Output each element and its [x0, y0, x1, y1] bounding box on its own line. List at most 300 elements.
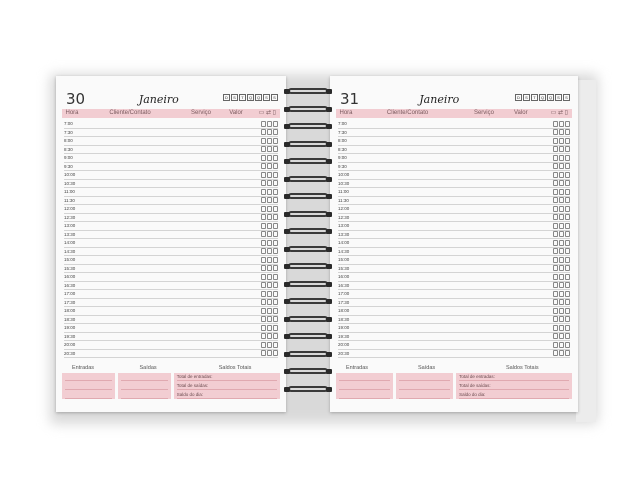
payment-checkbox[interactable] — [553, 299, 558, 305]
payment-checkbox[interactable] — [553, 257, 558, 263]
ring-wire — [288, 316, 328, 322]
schedule-row[interactable] — [64, 120, 278, 129]
weekday-box[interactable]: T — [531, 94, 538, 101]
payment-checkboxes — [261, 121, 278, 127]
payment-checkbox[interactable] — [261, 282, 266, 288]
payment-checkbox[interactable] — [559, 163, 564, 169]
payment-checkbox[interactable] — [553, 308, 558, 314]
payment-checkbox[interactable] — [267, 206, 272, 212]
schedule-row[interactable] — [64, 146, 278, 155]
payment-checkbox[interactable] — [273, 282, 278, 288]
payment-checkbox[interactable] — [553, 231, 558, 237]
ring-wire — [288, 263, 328, 269]
schedule-row[interactable] — [338, 222, 570, 231]
entrada-line[interactable] — [339, 382, 390, 390]
weekday-box[interactable]: D — [223, 94, 230, 101]
payment-checkbox[interactable] — [553, 197, 558, 203]
schedule-row[interactable] — [64, 282, 278, 291]
payment-checkbox[interactable] — [559, 146, 564, 152]
time-label: 8:00 — [338, 138, 347, 144]
payment-checkbox[interactable] — [267, 265, 272, 271]
column-header-valor: Valor — [511, 109, 531, 118]
payment-checkbox[interactable] — [553, 146, 558, 152]
payment-checkbox[interactable] — [267, 146, 272, 152]
payment-checkbox[interactable] — [565, 248, 570, 254]
schedule-row[interactable] — [338, 120, 570, 129]
entrada-line[interactable] — [65, 373, 112, 381]
payment-checkboxes — [553, 206, 570, 212]
schedule-row[interactable] — [338, 265, 570, 274]
payment-checkboxes — [261, 308, 278, 314]
weekday-box[interactable]: S — [523, 94, 530, 101]
payment-icons: ▭ ⇄ ▯ — [550, 110, 568, 116]
payment-checkbox[interactable] — [273, 206, 278, 212]
payment-checkbox[interactable] — [261, 350, 266, 356]
schedule-row[interactable] — [64, 188, 278, 197]
payment-checkbox[interactable] — [553, 342, 558, 348]
schedule-row[interactable] — [338, 307, 570, 316]
payment-checkbox[interactable] — [559, 316, 564, 322]
schedule-row[interactable] — [338, 205, 570, 214]
payment-checkboxes — [553, 350, 570, 356]
payment-checkbox[interactable] — [267, 350, 272, 356]
schedule-row[interactable] — [338, 273, 570, 282]
schedule-row[interactable] — [64, 222, 278, 231]
payment-checkbox[interactable] — [261, 248, 266, 254]
payment-checkbox[interactable] — [261, 231, 266, 237]
weekday-box[interactable]: Q — [540, 95, 545, 100]
schedule-row[interactable] — [64, 316, 278, 325]
payment-checkbox[interactable] — [553, 316, 558, 322]
payment-checkbox[interactable] — [553, 214, 558, 220]
spiral-ring — [284, 176, 332, 184]
payment-checkbox[interactable] — [559, 197, 564, 203]
payment-checkbox[interactable] — [273, 180, 278, 186]
saida-line[interactable] — [399, 373, 450, 381]
payment-checkbox[interactable] — [553, 291, 558, 297]
schedule-row[interactable] — [338, 180, 570, 189]
schedule-row[interactable] — [338, 316, 570, 325]
payment-checkbox[interactable] — [267, 121, 272, 127]
payment-checkbox[interactable] — [565, 350, 570, 356]
payment-checkbox[interactable] — [559, 282, 564, 288]
payment-checkbox[interactable] — [261, 206, 266, 212]
weekday-box[interactable]: S — [563, 94, 570, 101]
schedule-row[interactable] — [64, 350, 278, 359]
payment-checkbox[interactable] — [261, 138, 266, 144]
payment-checkbox[interactable] — [267, 291, 272, 297]
payment-checkbox[interactable] — [559, 223, 564, 229]
punch-hole — [284, 177, 290, 182]
payment-checkbox[interactable] — [553, 248, 558, 254]
payment-checkbox[interactable] — [565, 172, 570, 178]
entradas-column[interactable] — [336, 373, 393, 399]
payment-checkbox[interactable] — [553, 172, 558, 178]
payment-checkbox[interactable] — [565, 223, 570, 229]
payment-checkbox[interactable] — [261, 214, 266, 220]
schedule-row[interactable] — [64, 273, 278, 282]
payment-checkbox[interactable] — [261, 308, 266, 314]
payment-checkbox[interactable] — [273, 197, 278, 203]
payment-checkbox[interactable] — [261, 274, 266, 280]
saidas-column[interactable] — [396, 373, 453, 399]
payment-checkbox[interactable] — [273, 342, 278, 348]
payment-checkboxes — [553, 189, 570, 195]
payment-checkbox[interactable] — [553, 189, 558, 195]
payment-checkbox[interactable] — [273, 121, 278, 127]
weekday-box[interactable]: Q — [248, 95, 253, 100]
payment-checkbox[interactable] — [553, 121, 558, 127]
payment-checkbox[interactable] — [559, 206, 564, 212]
payment-checkbox[interactable] — [261, 172, 266, 178]
payment-checkbox[interactable] — [565, 121, 570, 127]
schedule-row[interactable] — [338, 154, 570, 163]
payment-checkbox[interactable] — [559, 342, 564, 348]
time-label: 14:30 — [338, 248, 350, 254]
schedule-row[interactable] — [64, 265, 278, 274]
payment-checkbox[interactable] — [267, 223, 272, 229]
payment-checkbox[interactable] — [267, 138, 272, 144]
punch-hole — [284, 334, 290, 339]
summary-header — [62, 364, 280, 373]
schedule-row[interactable] — [64, 333, 278, 342]
payment-checkbox[interactable] — [553, 163, 558, 169]
payment-checkboxes — [553, 223, 570, 229]
payment-checkbox[interactable] — [273, 240, 278, 246]
schedule-row[interactable] — [338, 290, 570, 299]
schedule-row[interactable] — [338, 239, 570, 248]
payment-checkbox[interactable] — [565, 265, 570, 271]
schedule-row[interactable] — [338, 282, 570, 291]
saldos-totais-label: Saldos Totais — [218, 365, 252, 371]
payment-checkbox[interactable] — [273, 248, 278, 254]
payment-checkbox[interactable] — [559, 265, 564, 271]
ring-wire — [288, 368, 328, 374]
payment-checkbox[interactable] — [553, 333, 558, 339]
payment-checkbox[interactable] — [559, 333, 564, 339]
schedule-row[interactable] — [338, 214, 570, 223]
payment-checkbox[interactable] — [261, 180, 266, 186]
schedule-row[interactable] — [64, 171, 278, 180]
payment-checkbox[interactable] — [559, 214, 564, 220]
weekday-box[interactable]: T — [239, 94, 246, 101]
weekday-box[interactable]: S — [263, 94, 270, 101]
schedule-row[interactable] — [64, 163, 278, 172]
payment-checkbox[interactable] — [553, 180, 558, 186]
payment-checkbox[interactable] — [267, 325, 272, 331]
payment-checkbox[interactable] — [553, 325, 558, 331]
schedule-row[interactable] — [338, 171, 570, 180]
payment-checkbox[interactable] — [261, 189, 266, 195]
schedule-row[interactable] — [338, 256, 570, 265]
payment-checkbox[interactable] — [565, 342, 570, 348]
spiral-ring — [284, 228, 332, 236]
daily-summary — [62, 364, 280, 404]
entrada-line[interactable] — [65, 391, 112, 399]
right-page — [330, 76, 578, 412]
payment-checkbox[interactable] — [267, 231, 272, 237]
payment-checkbox[interactable] — [273, 146, 278, 152]
payment-checkbox[interactable] — [565, 291, 570, 297]
payment-checkbox[interactable] — [559, 155, 564, 161]
payment-checkboxes — [553, 138, 570, 144]
saida-line[interactable] — [399, 382, 450, 390]
schedule-row[interactable] — [64, 214, 278, 223]
payment-checkbox[interactable] — [553, 129, 558, 135]
schedule-row[interactable] — [338, 350, 570, 359]
table-header — [62, 109, 280, 118]
punch-hole — [284, 194, 290, 199]
payment-checkbox[interactable] — [273, 265, 278, 271]
payment-checkbox[interactable] — [267, 282, 272, 288]
punch-hole — [284, 387, 290, 392]
weekday-box[interactable]: D — [515, 94, 522, 101]
day-number: 30 — [66, 90, 86, 108]
payment-checkbox[interactable] — [565, 189, 570, 195]
payment-checkbox[interactable] — [559, 274, 564, 280]
schedule-row[interactable] — [64, 256, 278, 265]
schedule-row[interactable] — [338, 299, 570, 308]
payment-checkbox[interactable] — [267, 172, 272, 178]
payment-checkbox[interactable] — [261, 146, 266, 152]
payment-checkbox[interactable] — [559, 240, 564, 246]
payment-checkbox[interactable] — [565, 180, 570, 186]
payment-checkbox[interactable] — [261, 155, 266, 161]
payment-checkbox[interactable] — [565, 240, 570, 246]
payment-checkbox[interactable] — [565, 146, 570, 152]
payment-checkbox[interactable] — [553, 274, 558, 280]
saida-line[interactable] — [121, 382, 168, 390]
punch-hole — [326, 229, 332, 234]
payment-checkbox[interactable] — [553, 240, 558, 246]
time-label: 20:00 — [338, 342, 350, 348]
payment-checkbox[interactable] — [267, 214, 272, 220]
time-rows — [64, 120, 278, 358]
payment-checkbox[interactable] — [267, 180, 272, 186]
weekday-box[interactable]: S — [271, 94, 278, 101]
schedule-row[interactable] — [64, 197, 278, 206]
payment-checkbox[interactable] — [565, 214, 570, 220]
schedule-row[interactable] — [338, 129, 570, 138]
schedule-row[interactable] — [64, 324, 278, 333]
saida-line[interactable] — [121, 391, 168, 399]
payment-checkbox[interactable] — [261, 163, 266, 169]
payment-checkbox[interactable] — [553, 223, 558, 229]
payment-checkbox[interactable] — [559, 257, 564, 263]
payment-checkbox[interactable] — [559, 299, 564, 305]
payment-checkbox[interactable] — [273, 291, 278, 297]
payment-checkbox[interactable] — [559, 129, 564, 135]
payment-checkbox[interactable] — [565, 163, 570, 169]
payment-checkbox[interactable] — [261, 129, 266, 135]
payment-checkbox[interactable] — [267, 163, 272, 169]
payment-checkbox[interactable] — [267, 197, 272, 203]
schedule-row[interactable] — [338, 248, 570, 257]
payment-checkbox[interactable] — [559, 325, 564, 331]
punch-hole — [284, 369, 290, 374]
payment-checkbox[interactable] — [559, 248, 564, 254]
payment-checkbox[interactable] — [273, 274, 278, 280]
payment-checkbox[interactable] — [273, 138, 278, 144]
payment-checkbox[interactable] — [559, 180, 564, 186]
schedule-row[interactable] — [338, 231, 570, 240]
payment-checkbox[interactable] — [559, 138, 564, 144]
payment-checkbox[interactable] — [267, 248, 272, 254]
summary-header — [336, 364, 572, 373]
spiral-ring — [284, 123, 332, 131]
payment-checkbox[interactable] — [565, 274, 570, 280]
payment-checkbox[interactable] — [273, 163, 278, 169]
weekday-box[interactable]: Q — [256, 95, 261, 100]
payment-checkbox[interactable] — [565, 206, 570, 212]
payment-checkbox[interactable] — [267, 308, 272, 314]
payment-checkbox[interactable] — [267, 342, 272, 348]
payment-checkbox[interactable] — [273, 316, 278, 322]
schedule-row[interactable] — [64, 154, 278, 163]
schedule-row[interactable] — [338, 341, 570, 350]
payment-checkbox[interactable] — [261, 257, 266, 263]
payment-checkbox[interactable] — [565, 282, 570, 288]
entrada-line[interactable] — [65, 382, 112, 390]
payment-checkbox[interactable] — [273, 189, 278, 195]
payment-checkbox[interactable] — [553, 350, 558, 356]
payment-checkbox[interactable] — [267, 333, 272, 339]
payment-checkbox[interactable] — [261, 121, 266, 127]
payment-checkbox[interactable] — [565, 155, 570, 161]
payment-checkbox[interactable] — [559, 308, 564, 314]
schedule-row[interactable] — [64, 129, 278, 138]
schedule-row[interactable] — [64, 341, 278, 350]
payment-checkboxes — [553, 265, 570, 271]
payment-checkbox[interactable] — [553, 155, 558, 161]
payment-checkbox[interactable] — [565, 325, 570, 331]
payment-checkbox[interactable] — [273, 257, 278, 263]
saidas-column[interactable] — [118, 373, 171, 399]
payment-checkbox[interactable] — [553, 138, 558, 144]
payment-checkbox[interactable] — [559, 172, 564, 178]
payment-checkbox[interactable] — [565, 138, 570, 144]
payment-checkbox[interactable] — [261, 223, 266, 229]
time-label: 16:30 — [64, 282, 76, 288]
saida-line[interactable] — [121, 373, 168, 381]
payment-checkbox[interactable] — [273, 299, 278, 305]
weekday-box[interactable]: Q — [548, 95, 553, 100]
payment-checkbox[interactable] — [559, 291, 564, 297]
payment-checkbox[interactable] — [261, 240, 266, 246]
punch-hole — [284, 299, 290, 304]
time-label: 15:00 — [64, 257, 76, 263]
entrada-line[interactable] — [339, 391, 390, 399]
payment-checkbox[interactable] — [273, 172, 278, 178]
weekday-box[interactable]: S — [555, 94, 562, 101]
payment-checkbox[interactable] — [553, 265, 558, 271]
schedule-row[interactable] — [338, 188, 570, 197]
payment-checkbox[interactable] — [559, 231, 564, 237]
schedule-row[interactable] — [338, 163, 570, 172]
payment-checkbox[interactable] — [273, 308, 278, 314]
punch-hole — [326, 352, 332, 357]
payment-checkbox[interactable] — [267, 274, 272, 280]
payment-checkbox[interactable] — [273, 350, 278, 356]
payment-checkbox[interactable] — [565, 333, 570, 339]
payment-checkbox[interactable] — [565, 129, 570, 135]
payment-checkbox[interactable] — [267, 299, 272, 305]
payment-checkbox[interactable] — [267, 129, 272, 135]
spiral-ring — [284, 281, 332, 289]
payment-checkbox[interactable] — [261, 291, 266, 297]
time-label: 8:30 — [338, 146, 347, 152]
schedule-row[interactable] — [64, 205, 278, 214]
payment-checkbox[interactable] — [273, 155, 278, 161]
schedule-row[interactable] — [338, 197, 570, 206]
payment-checkbox[interactable] — [273, 231, 278, 237]
payment-checkbox[interactable] — [559, 350, 564, 356]
payment-checkbox[interactable] — [261, 342, 266, 348]
payment-checkbox[interactable] — [267, 189, 272, 195]
payment-checkbox[interactable] — [553, 206, 558, 212]
payment-checkbox[interactable] — [559, 189, 564, 195]
entrada-line[interactable] — [339, 373, 390, 381]
payment-checkbox[interactable] — [559, 121, 564, 127]
schedule-row[interactable] — [338, 324, 570, 333]
payment-checkbox[interactable] — [565, 231, 570, 237]
schedule-row[interactable] — [338, 137, 570, 146]
saida-line[interactable] — [399, 391, 450, 399]
payment-checkbox[interactable] — [261, 299, 266, 305]
schedule-row[interactable] — [64, 239, 278, 248]
schedule-row[interactable] — [338, 333, 570, 342]
payment-checkbox[interactable] — [261, 325, 266, 331]
payment-checkbox[interactable] — [267, 155, 272, 161]
payment-checkbox[interactable] — [273, 325, 278, 331]
payment-checkbox[interactable] — [553, 282, 558, 288]
payment-checkbox[interactable] — [273, 333, 278, 339]
schedule-row[interactable] — [64, 180, 278, 189]
payment-checkbox[interactable] — [267, 240, 272, 246]
payment-checkbox[interactable] — [273, 214, 278, 220]
payment-checkbox[interactable] — [261, 265, 266, 271]
payment-checkbox[interactable] — [267, 257, 272, 263]
payment-checkbox[interactable] — [273, 129, 278, 135]
payment-checkbox[interactable] — [261, 333, 266, 339]
schedule-row[interactable] — [64, 299, 278, 308]
payment-checkbox[interactable] — [261, 316, 266, 322]
schedule-row[interactable] — [64, 137, 278, 146]
payment-checkbox[interactable] — [565, 308, 570, 314]
schedule-row[interactable] — [338, 146, 570, 155]
payment-checkbox[interactable] — [267, 316, 272, 322]
ring-wire — [288, 176, 328, 182]
payment-checkbox[interactable] — [565, 299, 570, 305]
payment-checkbox[interactable] — [565, 197, 570, 203]
payment-checkbox[interactable] — [565, 316, 570, 322]
schedule-row[interactable] — [64, 231, 278, 240]
time-label: 16:00 — [64, 274, 76, 280]
payment-checkboxes — [553, 257, 570, 263]
payment-checkbox[interactable] — [565, 257, 570, 263]
weekday-box[interactable]: S — [231, 94, 238, 101]
entradas-label: Entradas — [72, 365, 95, 371]
schedule-row[interactable] — [64, 290, 278, 299]
punch-hole — [326, 89, 332, 94]
time-rows — [338, 120, 570, 358]
schedule-row[interactable] — [64, 307, 278, 316]
entradas-column[interactable] — [62, 373, 115, 399]
payment-checkboxes — [261, 257, 278, 263]
payment-checkbox[interactable] — [273, 223, 278, 229]
payment-checkbox[interactable] — [261, 197, 266, 203]
schedule-row[interactable] — [64, 248, 278, 257]
